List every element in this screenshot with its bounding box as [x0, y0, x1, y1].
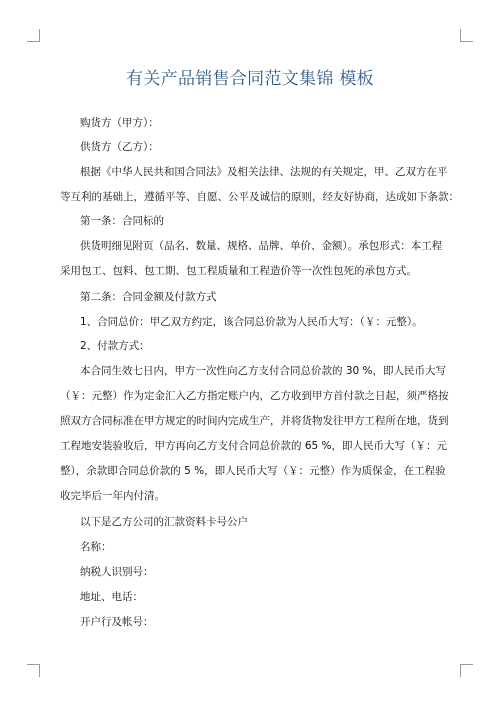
field-address-phone-label: 地址、电话：: [80, 591, 143, 603]
paragraph-line: 照双方合同标准在甲方规定的时间内完成生产，并将货物发往甲方工程所在地，货到: [60, 415, 449, 427]
paragraph-line: 本合同生效七日内，甲方一次性向乙方支付合同总价款的 30 %，即人民币大写: [80, 365, 447, 377]
paragraph-line: 收完毕后一年内付清。: [60, 490, 165, 502]
paragraph-line: 工程地安装验收后，甲方再向乙方支付合同总价款的 65 %，即人民币大写（￥：元: [60, 440, 448, 452]
supplier-line: 供货方（乙方）：: [80, 141, 159, 153]
paragraph-line: 1、合同总价：甲乙双方约定，该合同总价款为人民币大写：（￥：元整）。: [80, 316, 423, 328]
paragraph-line: 采用包工、包料、包工期、包工程质量和工程造价等一次性包死的承包方式。: [60, 265, 417, 277]
crop-mark-top-right: [460, 29, 473, 42]
paragraph-line: 以下是乙方公司的汇款资料卡号公户: [80, 516, 248, 528]
section-heading: 第二条：合同金额及付款方式: [80, 291, 217, 303]
document-title: 有关产品销售合同范文集锦 模板: [126, 69, 374, 89]
field-name-label: 名称：: [80, 541, 112, 553]
paragraph-line: 等互利的基础上，遵循平等、自愿、公平及诚信的原则，经友好协商，达成如下条款：: [60, 191, 459, 203]
section-heading: 第一条：合同标的: [80, 215, 164, 227]
paragraph-line: 2、付款方式：: [80, 340, 150, 352]
paragraph-line: （￥：元整）作为定金汇入乙方指定账户内，乙方收到甲方首付款之日起，须严格按: [60, 390, 449, 402]
crop-mark-bottom-left: [27, 664, 40, 677]
field-bank-account-label: 开户行及帐号：: [80, 616, 154, 628]
paragraph-line: 根据《中华人民共和国合同法》及相关法律、法规的有关规定，甲、乙双方在平: [80, 166, 448, 178]
paragraph-line: 供货明细见附页（品名、数量、规格、品牌、单价、金额）。承包形式：本工程: [80, 240, 443, 252]
crop-mark-bottom-right: [460, 664, 473, 677]
buyer-line: 购货方（甲方）：: [80, 117, 159, 129]
field-tax-id-label: 纳税人识别号：: [80, 566, 154, 578]
paragraph-line: 整），余款即合同总价款的 5 %，即人民币大写（￥：元整）作为质保金，在工程验: [60, 465, 446, 477]
crop-mark-top-left: [27, 29, 40, 42]
